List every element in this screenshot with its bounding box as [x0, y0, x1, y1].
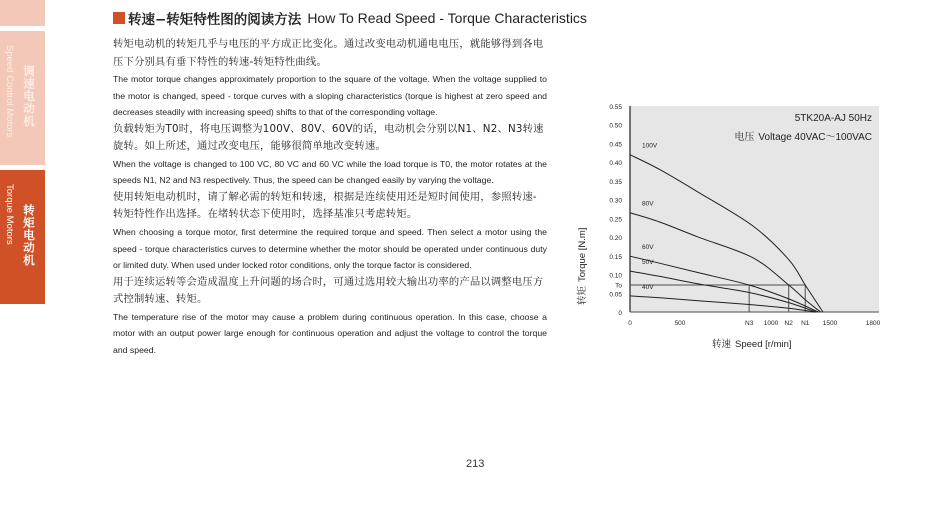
heading-square-icon	[113, 12, 125, 24]
x-tick-label: 500	[674, 320, 686, 327]
curve-label: 100V	[642, 142, 658, 150]
x-tick-label: 1800	[865, 320, 881, 327]
speed-marker-label: N1	[801, 320, 810, 327]
curve-label: 40V	[642, 283, 654, 291]
y-tick-label: 0.10	[609, 272, 622, 280]
heading-title-en: How To Read Speed - Torque Characteristics	[307, 10, 587, 26]
y-axis-label-en: Torque [N.m]	[577, 227, 588, 282]
x-axis-label-cn: 转速	[712, 339, 732, 350]
y-tick-label: 0.30	[609, 197, 622, 205]
chart-subtitle-en: Voltage 40VAC～100VAC	[758, 132, 872, 143]
page-number: 213	[466, 458, 485, 470]
sidebar-tab-label-cn: 转矩电动机	[22, 204, 36, 267]
paragraph-en: The temperature rise of the motor may cause a problem during continuous operation. In this case, choose a motor with an output power large enough for continuous operation and adjust the voltage to control the torque and speed.	[113, 311, 547, 355]
speed-torque-chart	[560, 95, 900, 365]
y-axis-label-cn: 转矩	[577, 285, 588, 305]
section-heading	[113, 8, 587, 28]
chart-subtitle-cn: 电压	[734, 132, 755, 143]
chart-subtitle	[734, 128, 872, 143]
y-tick-label: 0.15	[609, 253, 622, 261]
x-axis-label	[712, 336, 792, 350]
curve-label: 50V	[642, 259, 654, 267]
y-axis-label	[574, 228, 588, 305]
y-tick-label: 0.25	[609, 216, 622, 224]
x-tick-label: 1000	[763, 320, 779, 327]
sidebar-tab-top	[0, 0, 45, 26]
y-tick-label: 0	[618, 310, 622, 317]
x-tick-label: 0	[628, 320, 632, 327]
curve-label: 60V	[642, 244, 654, 252]
sidebar-tab-label-en: Speed Control Motors	[4, 45, 15, 138]
paragraph-en: When the voltage is changed to 100 VC, 80 VC and 60 VC while the load torque is T0, the motor rotates at the speeds N1, N2 and N3 respectively. Thus, the speed can be changed easily by varying the voltage.	[113, 158, 547, 186]
y-tick-label: 0.45	[609, 141, 622, 149]
sidebar-tab-torque-motors[interactable]	[0, 170, 45, 304]
y-tick-label: 0.35	[609, 178, 622, 186]
curve-label: 80V	[642, 200, 654, 208]
x-axis-label-en: Speed [r/min]	[735, 339, 792, 350]
y-tick-label: 0.55	[609, 104, 622, 111]
heading-title-cn: 转速−转矩特性图的阅读方法	[128, 12, 302, 28]
sidebar-tab-label-en: Torque Motors	[4, 184, 15, 245]
y-tick-label: 0.50	[609, 122, 622, 130]
x-tick-label: 1500	[822, 320, 838, 327]
speed-marker-label: N2	[784, 320, 793, 327]
sidebar-tab-label-cn: 调速电动机	[22, 65, 36, 128]
y-tick-label: 0.40	[609, 160, 622, 168]
y-tick-label: 0.05	[609, 291, 622, 299]
paragraph-cn: 用于连续运转等会造成温度上升问题的场合时，可通过选用较大输出功率的产品以调整电压方式控制转速、转矩。	[113, 275, 544, 306]
body-text	[113, 36, 547, 359]
chart-title: 5TK20A-AJ 50Hz	[794, 113, 872, 124]
paragraph-cn: 负载转矩为T0时，将电压调整为100V、80V、60V的话，电动机会分别以N1、N2、N3转速旋转。如上所述，通过改变电压，能够很简单地改变转速。	[113, 122, 544, 153]
paragraph-en: The motor torque changes approximately proportion to the square of the voltage. When the voltage supplied to the motor is changed, speed - torque curves with a sloping characteristics (torque is highest at zero speed and decreases steadily with increasing speed) shifts to that of the corresponding voltage.	[113, 74, 547, 118]
sidebar-tab-speed-control-motors[interactable]	[0, 31, 45, 165]
paragraph-en: When choosing a torque motor, first determine the required torque and speed. Then select a motor using the speed - torque characteristics curves to determine whether the motor should be operated under continuous duty or limited duty. When used under locked rotor conditions, only the torque factor is considered.	[113, 226, 547, 271]
y-tick-label: 0.20	[609, 235, 622, 243]
paragraph-cn: 转矩电动机的转矩几乎与电压的平方成正比变化。通过改变电动机通电电压，就能够得到各电压下分别具有垂下特性的转速-转矩特性曲线。	[113, 38, 544, 68]
load-torque-label: To	[615, 282, 622, 290]
paragraph-cn: 使用转矩电动机时，请了解必需的转矩和转速，根据是连续使用还是短时间使用，参照转速-转矩特性作出选择。在堵转状态下使用时，选择基准只考虑转矩。	[113, 190, 537, 221]
speed-marker-label: N3	[745, 320, 754, 327]
